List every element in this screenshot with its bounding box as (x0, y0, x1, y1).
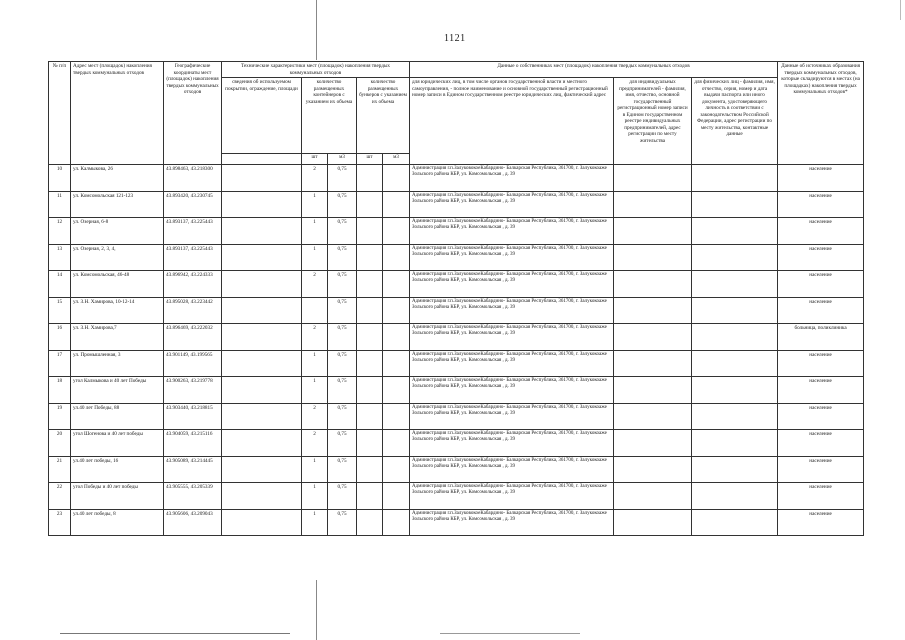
header-owners: Данные о собственниках мест (площадок) накопления твердых коммунальных отходов (410, 62, 778, 78)
row-container-count: 2 (302, 165, 328, 192)
unit-label: шт (357, 154, 383, 165)
row-address: угол Шогенова и 40 лет победы (71, 430, 164, 457)
row-sources: население (778, 244, 864, 271)
row-number: 21 (49, 456, 71, 483)
row-container-volume: 0,75 (328, 297, 357, 324)
row-coords: 43.893137, 43.225443 (164, 218, 222, 245)
row-number: 13 (49, 244, 71, 271)
unit-label: м3 (383, 154, 410, 165)
row-owner-person (692, 350, 778, 377)
row-coords: 43.903440, 43.218815 (164, 403, 222, 430)
row-surface (222, 191, 302, 218)
table-row (49, 218, 864, 245)
row-bunker-volume (383, 297, 410, 324)
row-bunker-volume (383, 218, 410, 245)
row-address: угол Победы и 40 лет победы (71, 483, 164, 510)
row-container-volume: 0,75 (328, 244, 357, 271)
row-address: ул. Комсомольская, 46-48 (71, 271, 164, 298)
row-number: 10 (49, 165, 71, 192)
row-bunker-count (357, 377, 383, 404)
row-owner-person (692, 297, 778, 324)
row-owner-ip (614, 456, 692, 483)
page-number: 1121 (444, 33, 466, 44)
header-coords: Географические координаты мест (площадок) накопления твердых коммунальных отходов (164, 62, 222, 165)
row-number: 11 (49, 191, 71, 218)
row-bunker-count (357, 165, 383, 192)
table-row (49, 430, 864, 457)
row-sources: население (778, 456, 864, 483)
table-row (49, 271, 864, 298)
row-coords: 43.905606, 43.209043 (164, 509, 222, 536)
row-surface (222, 324, 302, 351)
row-surface (222, 218, 302, 245)
row-bunker-count (357, 456, 383, 483)
row-sources: население (778, 403, 864, 430)
row-coords: 43.895028, 43.223442 (164, 297, 222, 324)
row-container-count: 1 (302, 218, 328, 245)
header-owner-person: для физических лиц - фамилия, имя, отчество, серия, номер и дата выдачи паспорта или иного документа, удостоверяющего личность в соответствии с законодательством Российской Федерации, адрес регистрации по месту жительства, контактные данные (692, 78, 778, 165)
header-address: Адрес мест (площадок) накопления твердых коммунальных отходов (71, 62, 164, 165)
header-num: № п/п (49, 62, 71, 165)
row-owner-person (692, 191, 778, 218)
row-bunker-volume (383, 350, 410, 377)
row-owner-ip (614, 430, 692, 457)
row-coords: 43.896469, 43.222032 (164, 324, 222, 351)
row-owner-ip (614, 377, 692, 404)
row-owner-person (692, 165, 778, 192)
header-owner-ip: для индивидуальных предпринимателей - фамилия, имя, отчество, основной государственный регистрационный номер записи в Едином государственном реестре индивидуальных предпринимателей, адрес регистрации по месту жительства (614, 78, 692, 165)
row-owner-ip (614, 165, 692, 192)
scan-artifact-line (440, 633, 580, 634)
row-container-volume: 0,75 (328, 165, 357, 192)
row-owner-legal: Администрация г.п.ЗалуковокоеКабардино- Балкарская Республика, 361700, г. Залукокоаже Зольского района КБР, ул. Комсомольская , д. 39 (410, 456, 614, 483)
row-bunker-count (357, 191, 383, 218)
row-sources: население (778, 430, 864, 457)
row-number: 16 (49, 324, 71, 351)
row-address: ул. Калмыкова, 26 (71, 165, 164, 192)
row-owner-ip (614, 350, 692, 377)
table-row (49, 350, 864, 377)
row-coords: 43.893420, 43.230745 (164, 191, 222, 218)
row-bunker-volume (383, 377, 410, 404)
row-number: 14 (49, 271, 71, 298)
row-bunker-volume (383, 483, 410, 510)
row-owner-ip (614, 297, 692, 324)
row-owner-legal: Администрация г.п.ЗалуковокоеКабардино- Балкарская Республика, 361700, г. Залукокоаже Зольского района КБР, ул. Комсомольская , д. 39 (410, 350, 614, 377)
row-surface (222, 483, 302, 510)
row-container-volume: 0,75 (328, 403, 357, 430)
row-owner-ip (614, 403, 692, 430)
row-container-volume: 0,75 (328, 483, 357, 510)
row-sources: население (778, 191, 864, 218)
row-bunker-count (357, 218, 383, 245)
row-container-count: 1 (302, 377, 328, 404)
header-owner-legal: для юридических лиц, в том числе органов государственной власти и местного самоуправления, - полное наименование и основной государственный регистрационный номер записи в Едином государственном реестре юридических лиц, фактический адрес (410, 78, 614, 165)
row-surface (222, 271, 302, 298)
row-container-volume: 0,75 (328, 218, 357, 245)
row-address: угол Калмыкова и 40 лет Победы (71, 377, 164, 404)
row-container-volume: 0,75 (328, 377, 357, 404)
row-owner-ip (614, 191, 692, 218)
row-container-count: 1 (302, 483, 328, 510)
row-number: 20 (49, 430, 71, 457)
header-tech: Технические характеристики мест (площадок) накопления твердых коммунальных отходов (222, 62, 410, 78)
table-row (49, 244, 864, 271)
row-coords: 43.905555, 43.205339 (164, 483, 222, 510)
row-owner-person (692, 377, 778, 404)
table-row (49, 377, 864, 404)
row-surface (222, 509, 302, 536)
row-sources: население (778, 218, 864, 245)
row-owner-person (692, 271, 778, 298)
row-coords: 43.904059, 43.215116 (164, 430, 222, 457)
row-owner-legal: Администрация г.п.ЗалуковокоеКабардино- Балкарская Республика, 361700, г. Залукокоаже Зольского района КБР, ул. Комсомольская , д. 39 (410, 403, 614, 430)
row-bunker-count (357, 244, 383, 271)
row-address: ул. Озерная, 2, 3, 4, (71, 244, 164, 271)
row-number: 22 (49, 483, 71, 510)
row-number: 12 (49, 218, 71, 245)
row-sources: население (778, 165, 864, 192)
row-owner-legal: Администрация г.п.ЗалуковокоеКабардино- Балкарская Республика, 361700, г. Залукокоаже Зольского района КБР, ул. Комсомольская , д. 39 (410, 430, 614, 457)
row-surface (222, 456, 302, 483)
row-container-count: 2 (302, 403, 328, 430)
table-row (49, 297, 864, 324)
row-bunker-volume (383, 165, 410, 192)
table-row (49, 483, 864, 510)
row-bunker-volume (383, 456, 410, 483)
row-container-volume: 0,75 (328, 456, 357, 483)
row-surface (222, 165, 302, 192)
scan-artifact-line (316, 0, 317, 60)
row-container-count: 2 (302, 430, 328, 457)
row-container-count: 2 (302, 271, 328, 298)
row-sources: население (778, 297, 864, 324)
row-owner-legal: Администрация г.п.ЗалуковокоеКабардино- Балкарская Республика, 361700, г. Залукокоаже Зольского района КБР, ул. Комсомольская , д. 39 (410, 377, 614, 404)
row-bunker-count (357, 324, 383, 351)
row-coords: 43.901149, 43.199565 (164, 350, 222, 377)
row-bunker-count (357, 271, 383, 298)
row-container-count (302, 297, 328, 324)
row-sources: население (778, 377, 864, 404)
row-address: ул. Комсомольская 121-123 (71, 191, 164, 218)
row-bunker-volume (383, 324, 410, 351)
scan-artifact-line (60, 633, 290, 634)
row-owner-legal: Администрация г.п.ЗалуковокоеКабардино- Балкарская Республика, 361700, г. Залукокоаже Зольского района КБР, ул. Комсомольская , д. 39 (410, 244, 614, 271)
row-coords: 43.893137, 43.225443 (164, 244, 222, 271)
row-coords: 43.900263, 43.219778 (164, 377, 222, 404)
row-owner-person (692, 324, 778, 351)
unit-blank (222, 154, 302, 165)
row-owner-legal: Администрация г.п.ЗалуковокоеКабардино- Балкарская Республика, 361700, г. Залукокоаже Зольского района КБР, ул. Комсомольская , д. 39 (410, 297, 614, 324)
row-container-count: 1 (302, 244, 328, 271)
row-container-volume: 0,75 (328, 350, 357, 377)
row-owner-legal: Администрация г.п.ЗалуковокоеКабардино- Балкарская Республика, 361700, г. Залукокоаже Зольского района КБР, ул. Комсомольская , д. 39 (410, 509, 614, 536)
registry-table (48, 61, 864, 536)
row-container-volume: 0,75 (328, 324, 357, 351)
unit-label: шт (302, 154, 328, 165)
row-bunker-count (357, 509, 383, 536)
row-owner-legal: Администрация г.п.ЗалуковокоеКабардино- Балкарская Республика, 361700, г. Залукокоаже Зольского района КБР, ул. Комсомольская , д. 39 (410, 165, 614, 192)
row-sources: население (778, 271, 864, 298)
row-owner-legal: Администрация г.п.ЗалуковокоеКабардино- Балкарская Республика, 361700, г. Залукокоаже Зольского района КБР, ул. Комсомольская , д. 39 (410, 191, 614, 218)
header-tech-surface: сведения об используемом покрытии, ограждение, площади (222, 78, 302, 154)
row-container-count: 1 (302, 456, 328, 483)
row-container-count: 1 (302, 191, 328, 218)
row-owner-ip (614, 271, 692, 298)
row-address: ул.40 лет Победы, 88 (71, 403, 164, 430)
row-bunker-count (357, 403, 383, 430)
row-surface (222, 403, 302, 430)
row-owner-ip (614, 509, 692, 536)
row-coords: 43.896942, 43.224333 (164, 271, 222, 298)
row-address: ул.40 лет победы, 16 (71, 456, 164, 483)
header-tech-containers: количество размещенных контейнеров с указанием их объема (302, 78, 357, 154)
row-surface (222, 244, 302, 271)
row-surface (222, 430, 302, 457)
row-container-count: 2 (302, 324, 328, 351)
row-bunker-volume (383, 430, 410, 457)
table-row (49, 191, 864, 218)
table-row (49, 324, 864, 351)
row-owner-legal: Администрация г.п.ЗалуковокоеКабардино- Балкарская Республика, 361700, г. Залукокоаже Зольского района КБР, ул. Комсомольская , д. 39 (410, 218, 614, 245)
row-bunker-count (357, 297, 383, 324)
row-container-volume: 0,75 (328, 191, 357, 218)
row-owner-person (692, 403, 778, 430)
row-bunker-volume (383, 509, 410, 536)
row-sources: население (778, 509, 864, 536)
row-owner-legal: Администрация г.п.ЗалуковокоеКабардино- Балкарская Республика, 361700, г. Залукокоаже Зольского района КБР, ул. Комсомольская , д. 39 (410, 483, 614, 510)
row-surface (222, 297, 302, 324)
unit-label: м3 (328, 154, 357, 165)
header-tech-bunkers: количество размещенных бункеров с указанием их объема (357, 78, 410, 154)
row-bunker-volume (383, 271, 410, 298)
table-row (49, 403, 864, 430)
row-sources: больница, поликлиника (778, 324, 864, 351)
row-surface (222, 350, 302, 377)
row-container-count: 1 (302, 350, 328, 377)
row-owner-person (692, 456, 778, 483)
row-container-volume: 0,75 (328, 509, 357, 536)
scan-artifact-line (316, 580, 317, 640)
row-owner-person (692, 430, 778, 457)
row-container-volume: 0,75 (328, 430, 357, 457)
row-bunker-count (357, 430, 383, 457)
row-address: ул. З.Н. Хамирова, 10-12-14 (71, 297, 164, 324)
row-sources: население (778, 483, 864, 510)
row-owner-person (692, 244, 778, 271)
row-address: ул.40 лет победы, 8 (71, 509, 164, 536)
row-bunker-count (357, 350, 383, 377)
scan-artifact-mark (900, 0, 901, 20)
table-row (49, 165, 864, 192)
row-sources: население (778, 350, 864, 377)
row-owner-legal: Администрация г.п.ЗалуковокоеКабардино- Балкарская Республика, 361700, г. Залукокоаже Зольского района КБР, ул. Комсомольская , д. 39 (410, 324, 614, 351)
row-bunker-volume (383, 244, 410, 271)
row-container-volume: 0,75 (328, 271, 357, 298)
row-owner-ip (614, 218, 692, 245)
row-bunker-count (357, 483, 383, 510)
row-container-count: 1 (302, 509, 328, 536)
row-owner-ip (614, 324, 692, 351)
row-number: 18 (49, 377, 71, 404)
header-sources: Данные об источниках образования твердых коммунальных отходов, которые складируются в местах (на площадках) накопления твердых коммунальных отходов* (778, 62, 864, 165)
row-address: ул. Промышленная, 3 (71, 350, 164, 377)
row-owner-legal: Администрация г.п.ЗалуковокоеКабардино- Балкарская Республика, 361700, г. Залукокоаже Зольского района КБР, ул. Комсомольская , д. 39 (410, 271, 614, 298)
row-owner-ip (614, 244, 692, 271)
row-number: 15 (49, 297, 71, 324)
table-row (49, 509, 864, 536)
row-coords: 43.905089, 43.214445 (164, 456, 222, 483)
row-number: 17 (49, 350, 71, 377)
row-bunker-volume (383, 191, 410, 218)
row-owner-ip (614, 483, 692, 510)
row-number: 23 (49, 509, 71, 536)
row-bunker-volume (383, 403, 410, 430)
table-row (49, 456, 864, 483)
header-row (49, 62, 864, 78)
row-owner-person (692, 509, 778, 536)
row-address: ул. З.Н. Хамирова,7 (71, 324, 164, 351)
row-address: ул. Озерная, 6-8 (71, 218, 164, 245)
row-owner-person (692, 218, 778, 245)
row-number: 19 (49, 403, 71, 430)
row-coords: 43.898463, 43.218300 (164, 165, 222, 192)
row-surface (222, 377, 302, 404)
row-owner-person (692, 483, 778, 510)
